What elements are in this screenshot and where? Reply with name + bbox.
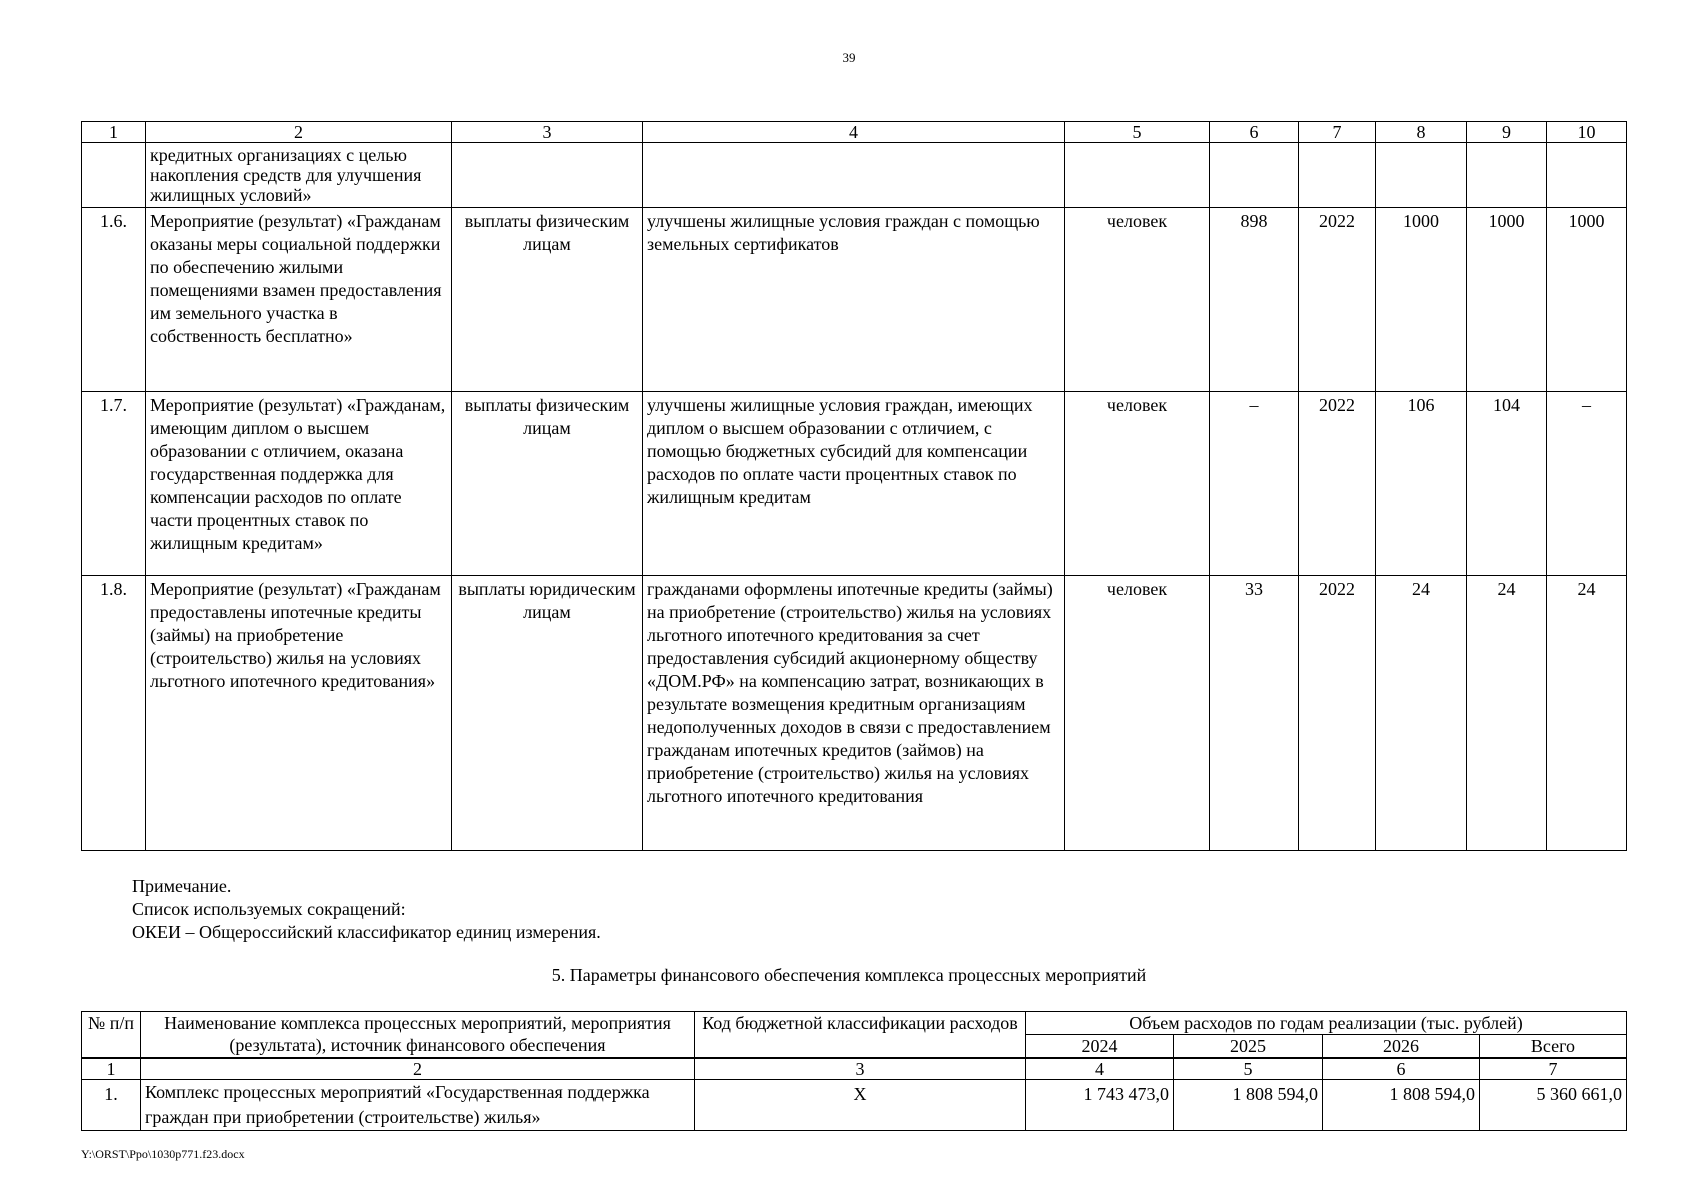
measure-name: Мероприятие (результат) «Гражданам предоставлены ипотечные кредиты (займы) на приобретение (строительство) жилья на условиях льготного ипотечного кредитования» bbox=[146, 576, 452, 851]
notes-block bbox=[132, 875, 601, 944]
value-2025: 104 bbox=[1467, 392, 1547, 576]
financing-table bbox=[81, 1011, 1627, 1131]
base-value: 33 bbox=[1210, 576, 1299, 851]
table-row bbox=[82, 208, 1627, 392]
base-year: 2022 bbox=[1299, 208, 1376, 392]
col-index-9: 9 bbox=[1467, 122, 1547, 143]
header-code: Код бюджетной классификации расходов bbox=[695, 1012, 1026, 1059]
amount-2025: 1 808 594,0 bbox=[1174, 1080, 1323, 1131]
column-index-row bbox=[82, 1058, 1627, 1080]
row-number: 1.8. bbox=[82, 576, 146, 851]
col-index-5: 5 bbox=[1174, 1058, 1323, 1080]
base-year: 2022 bbox=[1299, 576, 1376, 851]
measure-description: гражданами оформлены ипотечные кредиты (займы) на приобретение (строительство) жилья на условиях льготного ипотечного кредитования за счет предоставления субсидий акционерному обществу «ДОМ.РФ» на компенсацию затрат, возникающих в результате возмещения кредитным организациям недополученных доходов в связи с предоставлением гражданам ипотечных кредитов (займов) на приобретение (строительство) жилья на условиях льготного ипотечного кредитования bbox=[643, 576, 1065, 851]
col-index-7: 7 bbox=[1480, 1058, 1627, 1080]
value-2024: 24 bbox=[1376, 576, 1467, 851]
header-year-2026: 2026 bbox=[1323, 1035, 1480, 1059]
header-total: Всего bbox=[1480, 1035, 1627, 1059]
col-index-5: 5 bbox=[1065, 122, 1210, 143]
note-abbreviations-heading: Список используемых сокращений: bbox=[132, 899, 406, 919]
table-row bbox=[82, 392, 1627, 576]
header-row bbox=[82, 1012, 1627, 1035]
table-row bbox=[82, 576, 1627, 851]
measure-type: выплаты физическим лицам bbox=[452, 208, 643, 392]
measure-description: улучшены жилищные условия граждан, имеющих диплом о высшем образовании с отличием, с помощью бюджетных субсидий для компенсации расходов по оплате части процентных ставок по жилищным кредитам bbox=[643, 392, 1065, 576]
measure-type: выплаты физическим лицам bbox=[452, 392, 643, 576]
column-index-row bbox=[82, 122, 1627, 143]
value-2024: 1000 bbox=[1376, 208, 1467, 392]
note-title: Примечание. bbox=[132, 876, 232, 896]
base-year: 2022 bbox=[1299, 392, 1376, 576]
file-path-footer: Y:\ORST\Ppo\1030p771.f23.docx bbox=[81, 1147, 245, 1161]
header-year-2025: 2025 bbox=[1174, 1035, 1323, 1059]
amount-2026: 1 808 594,0 bbox=[1323, 1080, 1480, 1131]
table-row bbox=[82, 1080, 1627, 1131]
header-volume: Объем расходов по годам реализации (тыс. рублей) bbox=[1026, 1012, 1627, 1035]
value-2026: 24 bbox=[1547, 576, 1627, 851]
header-num: № п/п bbox=[82, 1012, 141, 1059]
unit: человек bbox=[1065, 208, 1210, 392]
value-2025: 1000 bbox=[1467, 208, 1547, 392]
col-index-3: 3 bbox=[695, 1058, 1026, 1080]
amount-2024: 1 743 473,0 bbox=[1026, 1080, 1174, 1131]
results-table bbox=[81, 121, 1627, 851]
unit: человек bbox=[1065, 576, 1210, 851]
col-index-4: 4 bbox=[643, 122, 1065, 143]
header-year-2024: 2024 bbox=[1026, 1035, 1174, 1059]
measure-name: Мероприятие (результат) «Гражданам оказаны меры социальной поддержки по обеспечению жилыми помещениями взамен предоставления им земельного участка в собственность бесплатно» bbox=[146, 208, 452, 392]
measure-type: выплаты юридическим лицам bbox=[452, 576, 643, 851]
col-index-8: 8 bbox=[1376, 122, 1467, 143]
row-number: 1. bbox=[82, 1080, 141, 1131]
amount-total: 5 360 661,0 bbox=[1480, 1080, 1627, 1131]
measure-name: Мероприятие (результат) «Гражданам, имеющим диплом о высшем образовании с отличием, оказана государственная поддержка для компенсации расходов по оплате части процентных ставок по жилищным кредитам» bbox=[146, 392, 452, 576]
col-index-6: 6 bbox=[1210, 122, 1299, 143]
value-2024: 106 bbox=[1376, 392, 1467, 576]
col-index-2: 2 bbox=[146, 122, 452, 143]
base-value: 898 bbox=[1210, 208, 1299, 392]
value-2025: 24 bbox=[1467, 576, 1547, 851]
col-index-1: 1 bbox=[82, 122, 146, 143]
row-number: 1.6. bbox=[82, 208, 146, 392]
col-index-10: 10 bbox=[1547, 122, 1627, 143]
note-okei: ОКЕИ – Общероссийский классификатор единиц измерения. bbox=[132, 922, 601, 942]
col-index-4: 4 bbox=[1026, 1058, 1174, 1080]
complex-name: Комплекс процессных мероприятий «Государственная поддержка граждан при приобретении (строительстве) жилья» bbox=[141, 1080, 695, 1131]
section-title: 5. Параметры финансового обеспечения комплекса процессных мероприятий bbox=[551, 965, 1147, 985]
page-number: 39 bbox=[842, 50, 856, 65]
col-index-6: 6 bbox=[1323, 1058, 1480, 1080]
header-name: Наименование комплекса процессных мероприятий, мероприятия (результата), источник финансового обеспечения bbox=[141, 1012, 695, 1059]
measure-description: улучшены жилищные условия граждан с помощью земельных сертификатов bbox=[643, 208, 1065, 392]
base-value: – bbox=[1210, 392, 1299, 576]
col-index-7: 7 bbox=[1299, 122, 1376, 143]
value-2026: – bbox=[1547, 392, 1627, 576]
col-index-3: 3 bbox=[452, 122, 643, 143]
col-index-1: 1 bbox=[82, 1058, 141, 1080]
col-index-2: 2 bbox=[141, 1058, 695, 1080]
row-number: 1.7. bbox=[82, 392, 146, 576]
value-2026: 1000 bbox=[1547, 208, 1627, 392]
continuation-row bbox=[82, 143, 1627, 208]
continuation-name: кредитных организациях с целью накопления средств для улучшения жилищных условий» bbox=[146, 143, 452, 208]
budget-code: Х bbox=[695, 1080, 1026, 1131]
unit: человек bbox=[1065, 392, 1210, 576]
